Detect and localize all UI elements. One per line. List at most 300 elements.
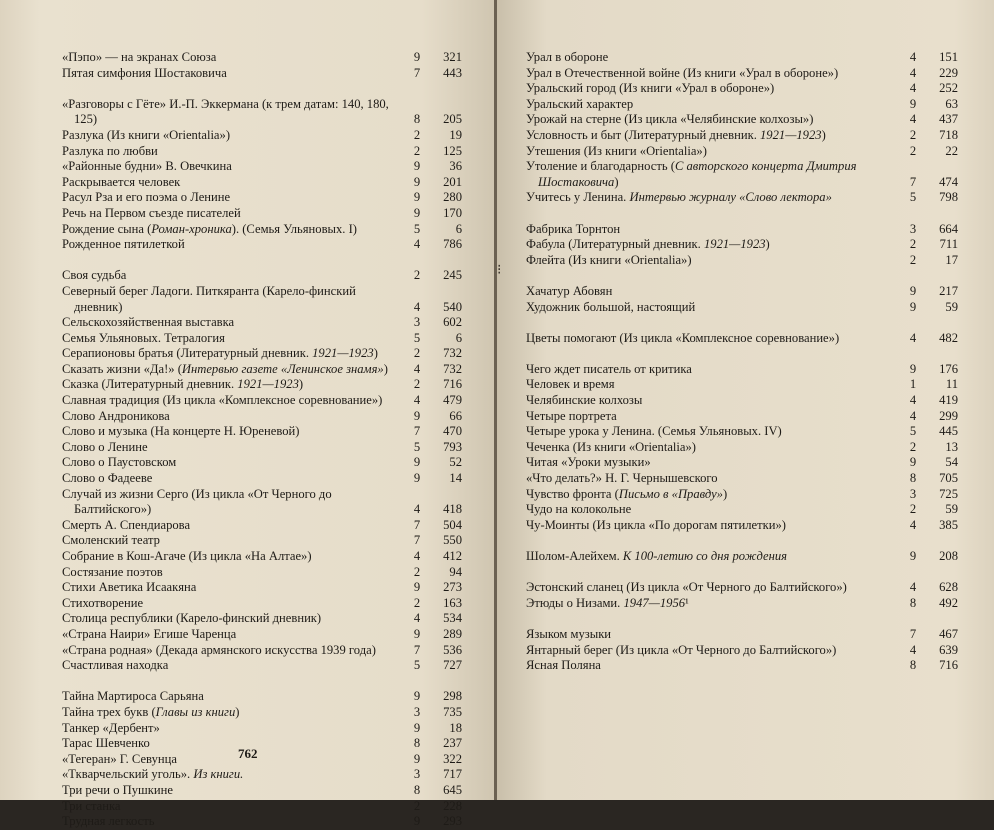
entry-title-text: Речь на Первом съезде писателей bbox=[62, 205, 241, 220]
entry-page: 52 bbox=[449, 455, 462, 470]
index-entry bbox=[526, 424, 958, 440]
entry-title-text: Состязание поэтов bbox=[62, 564, 163, 579]
entry-volume: 4 bbox=[909, 517, 917, 532]
left-page bbox=[0, 0, 496, 829]
entry-title bbox=[62, 315, 402, 331]
entry-title-text: Трудная легкость bbox=[62, 814, 155, 829]
entry-volume: 2 bbox=[413, 346, 421, 361]
entry-title bbox=[62, 66, 402, 82]
index-entry bbox=[62, 222, 462, 238]
index-entry bbox=[526, 596, 958, 612]
entry-title bbox=[526, 128, 898, 144]
entry-volume: 4 bbox=[909, 642, 917, 657]
entry-title bbox=[526, 487, 898, 503]
index-entry bbox=[62, 377, 462, 393]
entry-title-after: ) bbox=[821, 127, 826, 142]
entry-title-text: «Что делать?» Н. Г. Чернышевского bbox=[526, 471, 718, 486]
entry-page: 732 bbox=[443, 346, 462, 361]
entry-volume: 4 bbox=[909, 330, 917, 345]
entry-volume: 2 bbox=[909, 439, 917, 454]
entry-title-text: Хачатур Абовян bbox=[526, 283, 613, 298]
entry-title bbox=[526, 97, 898, 113]
index-entry bbox=[526, 97, 958, 113]
entry-title-text: Уральский характер bbox=[526, 96, 634, 111]
index-entry bbox=[526, 190, 958, 206]
entry-title bbox=[62, 440, 402, 456]
entry-volume: 9 bbox=[413, 205, 421, 220]
index-entry bbox=[62, 144, 462, 160]
entry-volume: 5 bbox=[413, 658, 421, 673]
entry-title-text: Стихи Аветика Исаакяна bbox=[62, 580, 197, 595]
entry-volume: 7 bbox=[909, 174, 917, 189]
entry-title-text: Чего ждет писатель от критика bbox=[526, 361, 692, 376]
entry-volume: 5 bbox=[413, 439, 421, 454]
entry-title bbox=[526, 144, 898, 160]
entry-volume: 8 bbox=[909, 471, 917, 486]
entry-title bbox=[62, 409, 402, 425]
entry-page: 727 bbox=[443, 658, 462, 673]
entry-title bbox=[62, 658, 402, 674]
entry-page: 443 bbox=[443, 65, 462, 80]
entry-page: 17 bbox=[945, 252, 958, 267]
index-entry bbox=[526, 393, 958, 409]
entry-title-text: Смоленский театр bbox=[62, 533, 160, 548]
index-entry bbox=[526, 471, 958, 487]
entry-title-text: Уральский город (Из книги «Урал в обороне») bbox=[526, 81, 775, 96]
entry-page: 201 bbox=[443, 174, 462, 189]
entry-title-text: Четыре урока у Ленина. (Семья Ульяновых. IV) bbox=[526, 424, 782, 439]
entry-volume: 7 bbox=[413, 533, 421, 548]
entry-volume: 2 bbox=[413, 564, 421, 579]
entry-title-italic: Главы из книги bbox=[155, 704, 236, 719]
index-entry bbox=[526, 300, 958, 316]
entry-title bbox=[62, 190, 402, 206]
entry-page: 13 bbox=[945, 439, 958, 454]
entry-page: 492 bbox=[939, 595, 958, 610]
entry-volume: 3 bbox=[413, 315, 421, 330]
entry-page: 786 bbox=[443, 237, 462, 252]
entry-title-text: Ясная Поляна bbox=[526, 658, 601, 673]
entry-volume: 7 bbox=[909, 626, 917, 641]
entry-title bbox=[62, 346, 402, 362]
entry-page: 176 bbox=[939, 361, 958, 376]
entry-title bbox=[526, 393, 898, 409]
entry-volume: 5 bbox=[909, 190, 917, 205]
entry-page: 298 bbox=[443, 689, 462, 704]
group-spacer bbox=[526, 533, 958, 549]
entry-volume: 9 bbox=[909, 455, 917, 470]
entry-page: 716 bbox=[443, 377, 462, 392]
entry-volume: 2 bbox=[413, 127, 421, 142]
entry-page: 170 bbox=[443, 205, 462, 220]
entry-page: 412 bbox=[443, 549, 462, 563]
entry-volume: 9 bbox=[909, 283, 917, 298]
index-entry bbox=[62, 705, 462, 721]
index-entry bbox=[62, 128, 462, 144]
entry-page: 14 bbox=[449, 471, 462, 486]
entry-page: 217 bbox=[939, 283, 958, 298]
entry-volume: 8 bbox=[909, 658, 917, 673]
entry-volume: 9 bbox=[413, 408, 421, 423]
entry-title bbox=[62, 97, 402, 128]
index-entry bbox=[62, 362, 462, 378]
entry-title-text: Языком музыки bbox=[526, 626, 612, 641]
entry-volume: 9 bbox=[413, 471, 421, 486]
entry-page: 504 bbox=[443, 517, 462, 532]
entry-title-text: Три речи о Пушкине bbox=[62, 782, 173, 797]
index-entry bbox=[62, 175, 462, 191]
entry-title-italic: Из книги. bbox=[193, 767, 244, 782]
entry-volume: 9 bbox=[413, 580, 421, 595]
right-page bbox=[497, 0, 994, 800]
index-entry bbox=[526, 112, 958, 128]
entry-title-italic: 1921—1923 bbox=[760, 127, 822, 142]
index-entry bbox=[526, 627, 958, 643]
entry-page: 245 bbox=[443, 268, 462, 283]
entry-title-text: Расул Рза и его поэма о Ленине bbox=[62, 190, 231, 205]
index-entry bbox=[62, 752, 462, 768]
entry-volume: 9 bbox=[413, 174, 421, 189]
entry-title bbox=[62, 144, 402, 160]
entry-title bbox=[526, 627, 898, 643]
index-entry bbox=[62, 455, 462, 471]
entry-page: 716 bbox=[939, 658, 958, 673]
entry-title-after: ) bbox=[383, 361, 388, 376]
entry-title-text: Тайна трех букв ( bbox=[62, 704, 156, 719]
entry-title-after: ) bbox=[373, 346, 378, 361]
entry-page: 645 bbox=[443, 782, 462, 797]
entry-title bbox=[62, 814, 402, 830]
index-entry bbox=[62, 315, 462, 331]
index-entry bbox=[526, 643, 958, 659]
entry-page: 718 bbox=[939, 127, 958, 142]
entry-page: 664 bbox=[939, 221, 958, 236]
entry-title-text: Случай из жизни Серго (Из цикла «От Черного до Балтийского») bbox=[62, 486, 332, 517]
entry-title-text: Фабрика Торнтон bbox=[526, 221, 621, 236]
entry-volume: 7 bbox=[413, 65, 421, 80]
entry-title bbox=[526, 643, 898, 659]
entry-volume: 3 bbox=[909, 221, 917, 236]
index-entry bbox=[62, 767, 462, 783]
entry-page: 479 bbox=[443, 393, 462, 408]
index-entry bbox=[526, 66, 958, 82]
entry-page: 725 bbox=[939, 486, 958, 501]
entry-page: 385 bbox=[939, 517, 958, 532]
entry-volume: 4 bbox=[909, 580, 917, 595]
entry-title bbox=[62, 393, 402, 409]
index-entry bbox=[62, 424, 462, 440]
entry-title-text: Рождение сына ( bbox=[62, 221, 152, 236]
entry-title bbox=[62, 518, 402, 534]
index-entry bbox=[526, 440, 958, 456]
entry-title bbox=[62, 549, 402, 565]
index-entry bbox=[62, 533, 462, 549]
index-entry bbox=[526, 50, 958, 66]
index-entry bbox=[62, 97, 462, 128]
index-entry bbox=[62, 627, 462, 643]
entry-title bbox=[526, 549, 898, 565]
index-entry bbox=[62, 596, 462, 612]
entry-volume: 2 bbox=[909, 143, 917, 158]
entry-volume: 7 bbox=[413, 424, 421, 439]
entry-page: 237 bbox=[443, 736, 462, 751]
index-entry bbox=[62, 549, 462, 565]
entry-title-text: Смерть А. Спендиарова bbox=[62, 517, 191, 532]
entry-title bbox=[62, 596, 402, 612]
entry-page: 467 bbox=[939, 626, 958, 641]
entry-title bbox=[62, 565, 402, 581]
entry-volume: 9 bbox=[909, 361, 917, 376]
entry-page: 437 bbox=[939, 112, 958, 127]
entry-title-text: Тайна Мартироса Сарьяна bbox=[62, 689, 204, 704]
entry-volume: 4 bbox=[909, 65, 917, 80]
entry-page: 628 bbox=[939, 580, 958, 595]
entry-volume: 2 bbox=[413, 268, 421, 283]
entry-title-text: Рожденное пятилеткой bbox=[62, 237, 185, 252]
index-entry bbox=[526, 549, 958, 565]
entry-title bbox=[526, 424, 898, 440]
entry-title bbox=[526, 596, 898, 612]
entry-volume: 8 bbox=[413, 782, 421, 797]
entry-volume: 7 bbox=[413, 517, 421, 532]
entry-page: 470 bbox=[443, 424, 462, 439]
index-entry bbox=[526, 455, 958, 471]
entry-title-text: Три станка bbox=[62, 798, 121, 813]
entry-title bbox=[62, 206, 402, 222]
entry-title-text: Разлука (Из книги «Orientalia») bbox=[62, 127, 231, 142]
index-entry bbox=[62, 611, 462, 627]
entry-title-italic: 1947—1956 bbox=[623, 595, 686, 610]
index-entry bbox=[62, 206, 462, 222]
entry-volume: 4 bbox=[413, 361, 421, 376]
entry-title bbox=[526, 331, 898, 347]
index-entry bbox=[526, 362, 958, 378]
entry-page: 445 bbox=[939, 424, 958, 439]
entry-page: 536 bbox=[443, 642, 462, 657]
entry-page: 54 bbox=[945, 455, 958, 470]
entry-page: 280 bbox=[443, 190, 462, 205]
index-entry bbox=[62, 284, 462, 315]
index-entry bbox=[526, 580, 958, 596]
index-entry bbox=[62, 346, 462, 362]
entry-page: 735 bbox=[443, 704, 462, 719]
entry-title bbox=[526, 471, 898, 487]
entry-title-text: Утоление и благодарность ( bbox=[526, 159, 675, 174]
entry-volume: 4 bbox=[909, 393, 917, 408]
entry-page: 252 bbox=[939, 81, 958, 96]
entry-page: 798 bbox=[939, 190, 958, 205]
entry-volume: 4 bbox=[413, 549, 421, 563]
group-spacer bbox=[62, 674, 462, 690]
entry-volume: 3 bbox=[909, 486, 917, 501]
entry-title-text: Своя судьба bbox=[62, 268, 127, 283]
index-entry bbox=[526, 658, 958, 674]
group-spacer bbox=[526, 315, 958, 331]
entry-title-after: ) bbox=[298, 377, 304, 392]
entry-title-text: Флейта (Из книги «Orientalia») bbox=[526, 252, 692, 267]
entry-title bbox=[62, 159, 402, 175]
entry-title-text: Учитесь у Ленина. bbox=[526, 190, 630, 205]
margin-mark: ⁝ bbox=[497, 263, 502, 278]
entry-page: 293 bbox=[443, 814, 462, 829]
entry-page: 322 bbox=[443, 751, 462, 766]
index-entry bbox=[62, 799, 462, 815]
entry-title bbox=[62, 331, 402, 347]
entry-page: 289 bbox=[443, 626, 462, 641]
index-entry bbox=[526, 237, 958, 253]
entry-title-text: Чеченка (Из книги «Orientalia») bbox=[526, 439, 696, 454]
entry-volume: 4 bbox=[909, 50, 917, 64]
entry-page: 6 bbox=[455, 330, 462, 345]
index-entry bbox=[62, 658, 462, 674]
entry-page: 534 bbox=[443, 611, 462, 626]
index-entry bbox=[62, 721, 462, 737]
entry-title-text: Столица республики (Карело-финский дневник) bbox=[62, 611, 322, 626]
entry-volume: 1 bbox=[909, 377, 917, 392]
entry-page: 602 bbox=[443, 315, 462, 330]
index-entry bbox=[62, 409, 462, 425]
entry-volume: 2 bbox=[413, 595, 421, 610]
entry-page: 732 bbox=[443, 361, 462, 376]
entry-title-after: ) bbox=[765, 237, 770, 252]
entry-title-text: Слово Андроникова bbox=[62, 408, 170, 423]
entry-title-text: «Разговоры с Гёте» И.-П. Эккермана (к трем датам: 140, 180, 125) bbox=[62, 96, 389, 127]
entry-title bbox=[62, 268, 402, 284]
entry-title bbox=[526, 112, 898, 128]
entry-title bbox=[62, 362, 402, 378]
entry-title bbox=[526, 159, 898, 190]
index-entry bbox=[526, 284, 958, 300]
entry-title bbox=[62, 643, 402, 659]
entry-volume: 4 bbox=[413, 237, 421, 252]
entry-title bbox=[526, 362, 898, 378]
index-entry bbox=[526, 502, 958, 518]
entry-volume: 9 bbox=[909, 549, 917, 563]
entry-title bbox=[526, 222, 898, 238]
entry-page: 18 bbox=[449, 720, 462, 735]
entry-title bbox=[62, 736, 402, 752]
entry-title-text: Человек и время bbox=[526, 377, 615, 392]
index-entry bbox=[526, 331, 958, 347]
entry-title bbox=[62, 783, 402, 799]
entry-page: 705 bbox=[939, 471, 958, 486]
entry-page: 59 bbox=[945, 299, 958, 314]
entry-volume: 9 bbox=[413, 50, 421, 64]
entry-title-text: Стихотворение bbox=[62, 595, 144, 610]
page-number: 762 bbox=[238, 746, 258, 761]
index-entry bbox=[62, 190, 462, 206]
entry-title-italic: 1921—1923 bbox=[237, 377, 299, 392]
entry-page: 94 bbox=[449, 564, 462, 579]
entry-title bbox=[62, 284, 402, 315]
entry-page: 36 bbox=[449, 159, 462, 174]
index-entry bbox=[62, 783, 462, 799]
entry-title bbox=[526, 377, 898, 393]
entry-volume: 5 bbox=[413, 221, 421, 236]
entry-title-text: Условность и быт (Литературный дневник. bbox=[526, 127, 760, 142]
index-entry bbox=[62, 814, 462, 830]
entry-page: 208 bbox=[939, 549, 958, 563]
entry-title bbox=[526, 66, 898, 82]
entry-page: 66 bbox=[449, 408, 462, 423]
index-entry bbox=[526, 81, 958, 97]
entry-title bbox=[62, 50, 402, 66]
group-spacer bbox=[526, 611, 958, 627]
index-entry bbox=[526, 253, 958, 269]
index-entry bbox=[62, 331, 462, 347]
entry-volume: 4 bbox=[413, 299, 421, 314]
entry-volume: 4 bbox=[413, 502, 421, 517]
index-entry bbox=[526, 377, 958, 393]
group-spacer bbox=[62, 81, 462, 97]
index-entry bbox=[62, 580, 462, 596]
entry-volume: 4 bbox=[413, 393, 421, 408]
entry-title bbox=[526, 300, 898, 316]
entry-title-text: Слово о Паустовском bbox=[62, 455, 177, 470]
entry-page: 125 bbox=[443, 143, 462, 158]
entry-title bbox=[62, 689, 402, 705]
entry-page: 711 bbox=[939, 237, 958, 252]
entry-title bbox=[62, 533, 402, 549]
entry-title-text: Утешения (Из книги «Orientalia») bbox=[526, 143, 707, 158]
entry-title bbox=[62, 424, 402, 440]
index-entry bbox=[62, 487, 462, 518]
entry-title bbox=[62, 175, 402, 191]
entry-volume: 9 bbox=[413, 190, 421, 205]
index-entry bbox=[62, 393, 462, 409]
entry-title bbox=[526, 253, 898, 269]
entry-title-text: Сельскохозяйственная выставка bbox=[62, 315, 235, 330]
entry-page: 11 bbox=[945, 377, 958, 392]
index-entry bbox=[62, 237, 462, 253]
entry-title-after: ). (Семья Ульяновых. I) bbox=[231, 221, 357, 236]
entry-page: 273 bbox=[443, 580, 462, 595]
entry-title-text: Чувство фронта ( bbox=[526, 486, 619, 501]
index-entry bbox=[526, 159, 958, 190]
entry-title bbox=[526, 440, 898, 456]
entry-volume: 4 bbox=[909, 81, 917, 96]
entry-title bbox=[62, 627, 402, 643]
entry-title-text: Северный берег Ладоги. Питкяранта (Карело-финский дневник) bbox=[62, 283, 356, 314]
entry-title-text: Разлука по любви bbox=[62, 143, 158, 158]
entry-volume: 9 bbox=[909, 96, 917, 111]
entry-volume: 2 bbox=[909, 237, 917, 252]
entry-title-after: ) bbox=[614, 174, 619, 189]
entry-title bbox=[526, 580, 898, 596]
entry-title bbox=[526, 518, 898, 534]
entry-title-after: ) bbox=[235, 704, 240, 719]
entry-volume: 9 bbox=[413, 455, 421, 470]
entry-title-text: Челябинские колхозы bbox=[526, 393, 643, 408]
index-entry bbox=[62, 518, 462, 534]
entry-title-text: «Ткварчельский уголь». bbox=[62, 767, 194, 782]
entry-title-text: Пятая симфония Шостаковича bbox=[62, 65, 227, 80]
index-entry bbox=[526, 409, 958, 425]
group-spacer bbox=[62, 253, 462, 269]
entry-title-italic: Интервью газете «Ленинское знамя» bbox=[181, 361, 384, 376]
entry-title bbox=[62, 580, 402, 596]
entry-title bbox=[62, 237, 402, 253]
entry-title-text: Раскрывается человек bbox=[62, 174, 181, 189]
entry-title bbox=[526, 658, 898, 674]
entry-volume: 2 bbox=[909, 127, 917, 142]
entry-page: 321 bbox=[443, 50, 462, 64]
entry-title bbox=[62, 767, 402, 783]
entry-page: 151 bbox=[939, 50, 958, 64]
entry-page: 793 bbox=[443, 439, 462, 454]
entry-title bbox=[526, 237, 898, 253]
left-index-list bbox=[62, 50, 462, 830]
